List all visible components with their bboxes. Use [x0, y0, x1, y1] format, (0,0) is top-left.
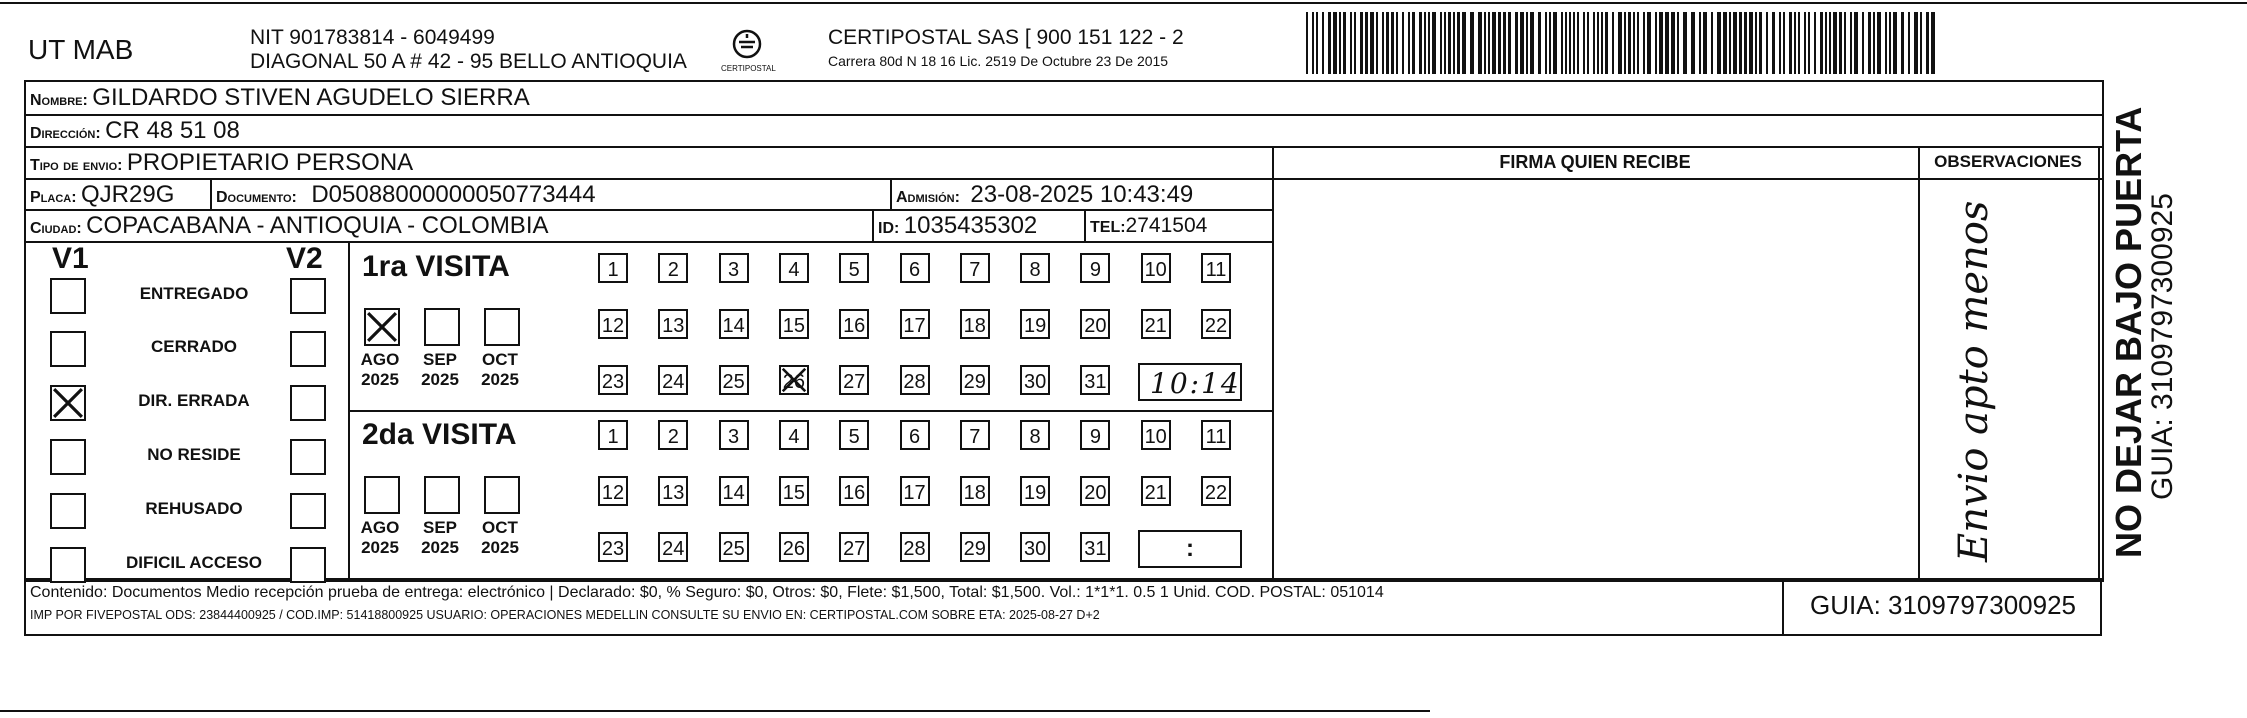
day-number: 7	[969, 259, 981, 281]
day-box-second[interactable]	[900, 420, 930, 450]
day-box-second[interactable]	[1080, 532, 1110, 562]
day-number: 14	[722, 315, 745, 337]
tipo-row	[30, 149, 413, 177]
id-value: 1035435302	[903, 212, 1038, 239]
day-box-first[interactable]	[598, 253, 628, 283]
day-number: 30	[1023, 371, 1047, 393]
company-address: DIAGONAL 50 A # 42 - 95 BELLO ANTIOQUIA	[250, 50, 687, 73]
v1-label: V1	[52, 242, 89, 275]
day-check-mark	[781, 367, 807, 393]
day-box-second[interactable]	[900, 476, 930, 506]
footer-line-2: IMP POR FIVEPOSTAL ODS: 23844400925 / COD.IMP: 51418800925 USUARIO: OPERACIONES MEDELLIN CONSULTE SU ENVIO EN: CERTIPOSTAL.COM SOBRE ETA: 2025-08-27 D+2	[30, 608, 1100, 622]
placa-value: QJR29G	[81, 181, 175, 208]
nombre-value: GILDARDO STIVEN AGUDELO SIERRA	[92, 84, 530, 111]
day-box-second[interactable]	[1020, 420, 1050, 450]
month-checkbox-first[interactable]	[424, 308, 460, 346]
day-number: 28	[903, 371, 926, 393]
year-label: 2025	[481, 370, 519, 389]
documento-value: D05088000000050773444	[311, 181, 596, 208]
v2-checkbox[interactable]	[290, 547, 326, 583]
handwritten-observation: Envio apto menos	[1951, 200, 1997, 562]
second-visit-label: 2da VISITA	[362, 418, 517, 451]
month-label: OCT	[482, 518, 518, 537]
day-number: 26	[782, 538, 806, 560]
id-label: ID:	[878, 220, 900, 237]
month-label: AGO	[360, 350, 400, 369]
v1-checkbox[interactable]	[50, 331, 86, 367]
day-number: 11	[1205, 426, 1227, 448]
day-box-second[interactable]	[658, 476, 688, 506]
day-box-first[interactable]	[900, 365, 930, 395]
day-number: 29	[963, 538, 986, 560]
day-box-first[interactable]	[658, 309, 688, 339]
day-number: 23	[601, 538, 625, 560]
status-label: NO RESIDE	[147, 445, 241, 464]
day-box-first[interactable]	[779, 253, 809, 283]
day-number: 16	[843, 482, 866, 504]
day-number: 4	[788, 259, 800, 281]
day-box-first[interactable]	[719, 309, 749, 339]
day-number: 20	[1084, 482, 1107, 504]
day-number: 5	[848, 259, 860, 281]
tel-row	[1090, 214, 1207, 238]
day-box-second[interactable]	[598, 476, 628, 506]
day-box-first[interactable]	[1141, 309, 1171, 339]
day-box-second[interactable]	[900, 532, 930, 562]
day-number: 24	[662, 538, 685, 560]
day-box-first[interactable]	[658, 365, 688, 395]
day-box-second[interactable]	[960, 532, 990, 562]
day-number: 11	[1205, 259, 1227, 281]
day-box-second[interactable]	[779, 420, 809, 450]
day-box-first[interactable]	[719, 253, 749, 283]
month-label: SEP	[422, 518, 458, 537]
v1-checkbox[interactable]	[50, 278, 86, 314]
day-number: 15	[782, 315, 806, 337]
certipostal-logo	[721, 24, 776, 78]
first-visit-time-box[interactable]	[1138, 363, 1242, 401]
day-box-second[interactable]	[779, 476, 809, 506]
status-label: REHUSADO	[145, 499, 243, 518]
day-box-first[interactable]	[1201, 253, 1231, 283]
placa-row	[30, 181, 174, 209]
placa-label: Placa:	[30, 189, 77, 206]
month-label: SEP	[422, 350, 458, 369]
day-number: 5	[848, 426, 860, 448]
day-box-first[interactable]	[900, 253, 930, 283]
month-checkbox-second[interactable]	[364, 476, 400, 514]
day-number: 6	[908, 426, 921, 448]
day-number: 13	[662, 482, 685, 504]
ciudad-row	[30, 212, 549, 240]
month-label: AGO	[360, 518, 400, 537]
side-guia: GUIA: 3109797300925	[2146, 193, 2179, 500]
day-box-first[interactable]	[1080, 253, 1110, 283]
tipo-label: Tipo de envio:	[30, 157, 123, 174]
day-box-second[interactable]	[1080, 476, 1110, 506]
day-number: 30	[1023, 538, 1047, 560]
year-label: 2025	[361, 538, 399, 557]
side-notice: NO DEJAR BAJO PUERTA	[2108, 106, 2149, 558]
day-number: 15	[782, 482, 806, 504]
day-box-second[interactable]	[598, 420, 628, 450]
tipo-value: PROPIETARIO PERSONA	[126, 149, 414, 176]
day-number: 7	[969, 426, 981, 448]
documento-row	[216, 181, 596, 209]
day-number: 26	[782, 371, 806, 393]
v2-checkbox[interactable]	[290, 385, 326, 421]
day-box-first[interactable]	[1080, 365, 1110, 395]
month-checkbox-second[interactable]	[424, 476, 460, 514]
year-label: 2025	[421, 538, 459, 557]
admision-row	[896, 181, 1193, 209]
day-number: 18	[963, 315, 986, 337]
day-box-first[interactable]	[1020, 253, 1050, 283]
day-number: 17	[903, 482, 926, 504]
logo-caption: CERTIPOSTAL	[721, 64, 776, 73]
day-box-first[interactable]	[598, 309, 628, 339]
day-number: 4	[788, 426, 800, 448]
id-row	[878, 212, 1037, 240]
day-box-second[interactable]	[960, 420, 990, 450]
second-visit-time-separator: :	[1186, 535, 1194, 562]
day-number: 12	[601, 315, 625, 337]
day-number: 14	[722, 482, 745, 504]
day-number: 10	[1144, 426, 1167, 448]
day-box-second[interactable]	[1141, 476, 1171, 506]
month-checkbox-first[interactable]	[484, 308, 520, 346]
day-box-first[interactable]	[779, 365, 809, 395]
day-number: 8	[1029, 426, 1041, 448]
direccion-value: CR 48 51 08	[105, 117, 240, 144]
day-box-first[interactable]	[1020, 365, 1050, 395]
admision-label: Admisión:	[896, 189, 960, 206]
day-box-second[interactable]	[1080, 420, 1110, 450]
day-box-second[interactable]	[719, 420, 749, 450]
company-nit: NIT 901783814 - 6049499	[250, 26, 495, 49]
day-box-second[interactable]	[839, 420, 869, 450]
top-rule	[0, 2, 2247, 4]
day-box-first[interactable]	[719, 365, 749, 395]
status-label: CERRADO	[151, 337, 237, 356]
day-box-second[interactable]	[1201, 420, 1231, 450]
certi-license: Carrera 80d N 18 16 Lic. 2519 De Octubre 23 De 2015	[828, 53, 1169, 69]
day-box-first[interactable]	[1201, 309, 1231, 339]
month-checkbox-second[interactable]	[484, 476, 520, 514]
day-box-first[interactable]	[839, 309, 869, 339]
day-number: 24	[662, 371, 685, 393]
second-visit-time-box[interactable]	[1138, 530, 1242, 568]
day-box-second[interactable]	[1201, 476, 1231, 506]
day-number: 31	[1084, 371, 1107, 393]
status-label: DIFICIL ACCESO	[125, 553, 262, 572]
ciudad-label: Ciudad:	[30, 220, 82, 237]
day-box-first[interactable]	[839, 365, 869, 395]
barcode	[1306, 12, 1940, 74]
day-box-first[interactable]	[960, 309, 990, 339]
day-number: 20	[1084, 315, 1107, 337]
day-box-first[interactable]	[779, 309, 809, 339]
v2-checkbox[interactable]	[290, 278, 326, 314]
status-label: ENTREGADO	[139, 284, 249, 303]
day-box-second[interactable]	[658, 420, 688, 450]
tel-value: 2741504	[1125, 214, 1208, 237]
day-box-first[interactable]	[1141, 253, 1171, 283]
day-number: 18	[963, 482, 986, 504]
day-number: 22	[1204, 315, 1228, 337]
v1-checkbox[interactable]	[50, 547, 86, 583]
bottom-rule	[0, 710, 1430, 712]
day-number: 6	[908, 259, 921, 281]
v2-label: V2	[286, 242, 323, 275]
day-number: 17	[903, 315, 926, 337]
day-box-first[interactable]	[1020, 309, 1050, 339]
direccion-row	[30, 117, 240, 145]
first-visit-time-value: 10:14	[1150, 367, 1241, 400]
day-box-second[interactable]	[779, 532, 809, 562]
year-label: 2025	[361, 370, 399, 389]
day-box-first[interactable]	[960, 365, 990, 395]
day-box-first[interactable]	[839, 253, 869, 283]
day-box-second[interactable]	[1020, 532, 1050, 562]
day-number: 1	[607, 259, 619, 281]
day-number: 27	[843, 371, 866, 393]
day-box-second[interactable]	[1141, 420, 1171, 450]
day-number: 12	[601, 482, 625, 504]
observaciones-label: OBSERVACIONES	[1934, 152, 2082, 171]
day-number: 9	[1089, 426, 1101, 448]
tel-label: TEL:	[1090, 219, 1126, 236]
v2-checkbox[interactable]	[290, 493, 326, 529]
day-box-first[interactable]	[658, 253, 688, 283]
nombre-row	[30, 84, 530, 112]
day-box-second[interactable]	[658, 532, 688, 562]
day-number: 21	[1144, 315, 1167, 337]
day-number: 16	[843, 315, 866, 337]
day-number: 28	[903, 538, 926, 560]
day-box-second[interactable]	[839, 476, 869, 506]
certi-name: CERTIPOSTAL SAS [ 900 151 122 - 2	[828, 26, 1184, 49]
day-number: 22	[1204, 482, 1228, 504]
day-number: 21	[1144, 482, 1167, 504]
first-visit-label: 1ra VISITA	[362, 250, 510, 283]
day-number: 23	[601, 371, 625, 393]
day-box-first[interactable]	[1080, 309, 1110, 339]
day-box-first[interactable]	[900, 309, 930, 339]
month-label: OCT	[482, 350, 518, 369]
day-box-second[interactable]	[719, 532, 749, 562]
day-number: 25	[722, 538, 745, 560]
day-box-second[interactable]	[960, 476, 990, 506]
day-number: 19	[1023, 315, 1047, 337]
year-label: 2025	[421, 370, 459, 389]
documento-label: Documento:	[216, 189, 297, 206]
year-label: 2025	[481, 538, 519, 557]
day-box-second[interactable]	[1020, 476, 1050, 506]
direccion-label: Dirección:	[30, 125, 101, 142]
v1-checkbox[interactable]	[50, 493, 86, 529]
v1-checkbox[interactable]	[50, 439, 86, 475]
ciudad-value: COPACABANA - ANTIOQUIA - COLOMBIA	[86, 212, 549, 239]
day-number: 2	[667, 426, 679, 448]
status-label: DIR. ERRADA	[138, 391, 250, 410]
day-box-first[interactable]	[960, 253, 990, 283]
day-number: 10	[1144, 259, 1167, 281]
v2-checkbox[interactable]	[290, 331, 326, 367]
day-number: 29	[963, 371, 986, 393]
day-box-second[interactable]	[598, 532, 628, 562]
day-number: 13	[662, 315, 685, 337]
day-number: 2	[667, 259, 679, 281]
day-number: 27	[843, 538, 866, 560]
company-name: UT MAB	[28, 34, 134, 65]
day-number: 31	[1084, 538, 1107, 560]
day-number: 1	[607, 426, 619, 448]
day-number: 19	[1023, 482, 1047, 504]
day-number: 8	[1029, 259, 1041, 281]
v1-checkbox[interactable]	[50, 385, 86, 421]
day-box-second[interactable]	[839, 532, 869, 562]
day-number: 3	[728, 426, 740, 448]
footer-guia: GUIA: 3109797300925	[1810, 590, 2076, 620]
footer-line-1: Contenido: Documentos Medio recepción prueba de entrega: electrónico | Declarado: $0, % Seguro: $0, Otros: $0, Flete: $1,500, Total: $1,500. Vol.: 1*1*1. 0.5 1 Unid. COD. POSTAL: 051014	[30, 584, 1384, 601]
day-number: 9	[1089, 259, 1101, 281]
nombre-label: Nombre:	[30, 92, 88, 109]
v2-checkbox[interactable]	[290, 439, 326, 475]
day-box-second[interactable]	[719, 476, 749, 506]
admision-value: 23-08-2025 10:43:49	[970, 181, 1194, 208]
day-box-first[interactable]	[598, 365, 628, 395]
firma-label: FIRMA QUIEN RECIBE	[1499, 152, 1691, 172]
month-checkbox-first[interactable]	[364, 308, 400, 346]
day-number: 25	[722, 371, 745, 393]
day-number: 3	[728, 259, 740, 281]
